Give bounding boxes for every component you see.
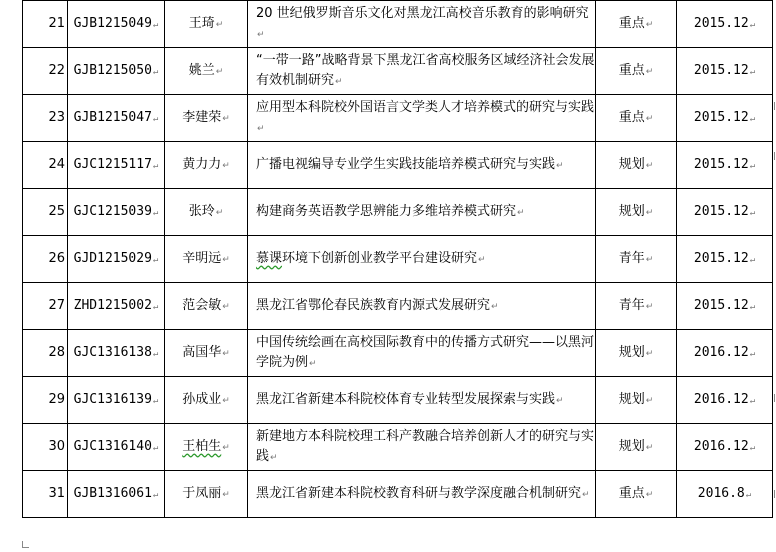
project-type: 重点 [618,485,645,501]
paragraph-mark-icon: ↵ [309,358,317,369]
leader-name-cell [165,142,248,189]
paragraph-mark-icon: ↵ [645,395,654,406]
paragraph-mark-icon: ↵ [749,113,756,124]
leader-name-cell [165,377,248,424]
project-title: 新建地方本科院校理工科产教融合培养创新人才的研究与实践 [256,428,595,464]
row-number: 30 [48,439,65,454]
paragraph-mark-icon: ↵ [749,207,756,218]
row-number-cell [23,471,68,518]
paragraph-mark-icon: ↵ [152,395,159,406]
approval-date: 2015.12 [693,203,749,219]
leader-name-cell [165,424,248,471]
paragraph-mark-icon: ↵ [152,160,159,171]
row-number: 23 [48,110,65,125]
approval-date-cell [677,48,773,95]
approval-date-cell [677,236,773,283]
approval-date: 2016.12 [693,438,749,454]
project-title-cell [248,48,596,95]
paragraph-mark-icon: ↵ [222,395,230,406]
paragraph-mark-icon: ↵ [152,254,159,265]
paragraph-mark-icon: ↵ [645,301,654,312]
leader-name-cell [165,283,248,330]
paragraph-mark-icon: ↵ [270,452,278,463]
row-number-cell [23,142,68,189]
paragraph-mark-icon: ↵ [152,442,159,453]
paragraph-mark-icon: ↵ [749,66,756,77]
project-title-cell [248,142,596,189]
project-type: 重点 [618,15,645,31]
row-number-cell [23,424,68,471]
table-row [23,471,773,518]
row-number: 29 [48,392,65,407]
project-title: 20 世纪俄罗斯音乐文化对黑龙江高校音乐教育的影响研究 [256,5,589,21]
paragraph-mark-icon: ↵ [215,19,224,30]
row-number: 26 [48,251,65,266]
project-title: 黑龙江省鄂伦春民族教育内源式发展研究 [256,297,491,313]
project-code: GJB1215049 [73,15,152,31]
approval-date-cell [677,95,773,142]
row-number-cell [23,283,68,330]
project-code: GJC1215117 [73,156,152,172]
project-code-cell [68,236,165,283]
paragraph-mark-icon: ↵ [749,301,756,312]
paragraph-mark-icon: ↵ [152,66,159,77]
paragraph-mark-icon: ↵ [749,19,756,30]
row-number: 27 [48,298,65,313]
paragraph-mark-icon: ↵ [222,442,230,453]
row-number-cell [23,330,68,377]
row-end-marker [768,394,775,402]
project-code-cell [68,330,165,377]
project-title: 黑龙江省新建本科院校体育专业转型发展探索与实践 [256,391,556,407]
table-row [23,330,773,377]
row-number: 22 [48,63,65,78]
approval-date-cell [677,142,773,189]
project-type: 重点 [618,109,645,125]
paragraph-mark-icon: ↵ [478,254,486,265]
paragraph-mark-icon: ↵ [645,348,654,359]
project-title: 构建商务英语教学思辨能力多维培养模式研究 [256,203,517,219]
project-code: GJC1316139 [73,391,152,407]
project-type: 青年 [618,250,645,266]
row-number: 28 [48,345,65,360]
project-title-cell [248,471,596,518]
project-code-cell [68,471,165,518]
row-end-marker [768,102,775,110]
paragraph-mark-icon: ↵ [556,160,564,171]
table-row [23,95,773,142]
paragraph-mark-icon: ↵ [645,254,654,265]
paragraph-mark-icon: ↵ [222,301,230,312]
leader-name: 姚兰 [188,62,215,78]
leader-name: 王柏生 [182,438,222,454]
paragraph-mark-icon: ↵ [222,254,230,265]
project-title-cell [248,330,596,377]
project-type-cell [596,471,677,518]
project-type-cell [596,1,677,48]
table-row [23,283,773,330]
approval-date-cell [677,189,773,236]
approval-date: 2016.12 [693,391,749,407]
paragraph-mark-icon: ↵ [745,489,752,500]
leader-name: 于凤丽 [182,485,222,501]
paragraph-mark-icon: ↵ [152,113,159,124]
project-code-cell [68,189,165,236]
project-code-cell [68,48,165,95]
paragraph-mark-icon: ↵ [645,19,654,30]
project-type: 规划 [618,156,645,172]
table-end-marker [22,541,29,548]
project-title-cell [248,1,596,48]
leader-name: 李建荣 [182,109,222,125]
project-title-cell [248,189,596,236]
paragraph-mark-icon: ↵ [152,348,159,359]
table-row [23,189,773,236]
project-code-cell [68,142,165,189]
paragraph-mark-icon: ↵ [749,442,756,453]
project-code-cell [68,424,165,471]
paragraph-mark-icon: ↵ [215,66,224,77]
paragraph-mark-icon: ↵ [152,207,159,218]
project-type: 规划 [618,391,645,407]
row-number: 21 [48,16,65,31]
table-row [23,142,773,189]
row-number: 24 [48,157,65,172]
leader-name-cell [165,330,248,377]
project-title: “一带一路”战略背景下黑龙江省高校服务区域经济社会发展有效机制研究 [256,52,595,88]
project-type-cell [596,48,677,95]
project-type: 规划 [618,344,645,360]
project-code: GJB1215050 [73,62,152,78]
table-row [23,1,773,48]
approval-date: 2015.12 [693,297,749,313]
row-end-marker [768,490,775,498]
project-code-cell [68,1,165,48]
paragraph-mark-icon: ↵ [215,207,224,218]
row-number-cell [23,377,68,424]
project-title: 慕课环境下创新创业教学平台建设研究 [256,250,478,266]
row-number: 25 [48,204,65,219]
project-title-cell [248,424,596,471]
project-code: GJB1215047 [73,109,152,125]
leader-name: 孙成业 [182,391,222,407]
paragraph-mark-icon: ↵ [645,113,654,124]
leader-name: 黄力力 [182,156,222,172]
project-code: GJB1316061 [73,485,152,501]
leader-name-cell [165,471,248,518]
table-row [23,424,773,471]
paragraph-mark-icon: ↵ [749,160,756,171]
row-number-cell [23,236,68,283]
project-type: 青年 [618,297,645,313]
approval-date-cell [677,1,773,48]
paragraph-mark-icon: ↵ [222,348,230,359]
paragraph-mark-icon: ↵ [645,489,654,500]
project-type-cell [596,189,677,236]
project-title-cell [248,283,596,330]
approval-date-cell [677,471,773,518]
paragraph-mark-icon: ↵ [257,29,265,40]
project-table-body [23,1,773,518]
project-type: 重点 [618,62,645,78]
project-title-cell [248,95,596,142]
approval-date-cell [677,330,773,377]
project-table [22,0,773,518]
project-title: 黑龙江省新建本科院校教育科研与教学深度融合机制研究 [256,485,582,501]
leader-name: 张玲 [188,203,215,219]
table-row [23,236,773,283]
project-title: 应用型本科院校外国语言文学类人才培养模式的研究与实践 [256,99,595,115]
approval-date-cell [677,377,773,424]
project-code-cell [68,95,165,142]
row-number-cell [23,48,68,95]
paragraph-mark-icon: ↵ [749,395,756,406]
paragraph-mark-icon: ↵ [152,301,159,312]
project-type: 规划 [618,438,645,454]
row-number-cell [23,189,68,236]
project-title: 中国传统绘画在高校国际教育中的传播方式研究——以黑河学院为例 [256,334,595,370]
paragraph-mark-icon: ↵ [645,160,654,171]
project-code: GJC1316140 [73,438,152,454]
paragraph-mark-icon: ↵ [517,207,525,218]
paragraph-mark-icon: ↵ [749,254,756,265]
paragraph-mark-icon: ↵ [152,489,159,500]
paragraph-mark-icon: ↵ [645,442,654,453]
project-title: 广播电视编导专业学生实践技能培养模式研究与实践 [256,156,556,172]
approval-date: 2015.12 [693,109,749,125]
project-code: GJC1215039 [73,203,152,219]
project-type-cell [596,283,677,330]
table-row [23,377,773,424]
paragraph-mark-icon: ↵ [257,123,265,134]
project-code-cell [68,283,165,330]
approval-date: 2015.12 [693,156,749,172]
project-code: ZHD1215002 [73,297,152,313]
project-type-cell [596,424,677,471]
project-type-cell [596,142,677,189]
approval-date-cell [677,283,773,330]
project-title-cell [248,236,596,283]
row-end-marker [768,152,775,160]
project-type: 规划 [618,203,645,219]
approval-date-cell [677,424,773,471]
paragraph-mark-icon: ↵ [222,113,230,124]
leader-name: 高国华 [182,344,222,360]
row-number-cell [23,1,68,48]
leader-name: 辛明远 [182,250,222,266]
paragraph-mark-icon: ↵ [222,160,230,171]
approval-date: 2015.12 [693,250,749,266]
paragraph-mark-icon: ↵ [335,76,343,87]
approval-date: 2016.8 [697,485,745,501]
leader-name: 范会敏 [182,297,222,313]
paragraph-mark-icon: ↵ [645,207,654,218]
approval-date: 2016.12 [693,344,749,360]
project-code-cell [68,377,165,424]
project-type-cell [596,330,677,377]
leader-name-cell [165,48,248,95]
project-type-cell [596,377,677,424]
paragraph-mark-icon: ↵ [222,489,230,500]
project-title-cell [248,377,596,424]
project-type-cell [596,95,677,142]
approval-date: 2015.12 [693,62,749,78]
approval-date: 2015.12 [693,15,749,31]
leader-name-cell [165,95,248,142]
row-number: 31 [48,486,65,501]
project-type-cell [596,236,677,283]
paragraph-mark-icon: ↵ [749,348,756,359]
paragraph-mark-icon: ↵ [491,301,499,312]
leader-name-cell [165,189,248,236]
table-row [23,48,773,95]
leader-name-cell [165,1,248,48]
project-code: GJC1316138 [73,344,152,360]
paragraph-mark-icon: ↵ [645,66,654,77]
paragraph-mark-icon: ↵ [152,19,159,30]
leader-name-cell [165,236,248,283]
paragraph-mark-icon: ↵ [556,395,564,406]
row-number-cell [23,95,68,142]
project-code: GJD1215029 [73,250,152,266]
paragraph-mark-icon: ↵ [582,489,590,500]
leader-name: 王琦 [188,15,215,31]
